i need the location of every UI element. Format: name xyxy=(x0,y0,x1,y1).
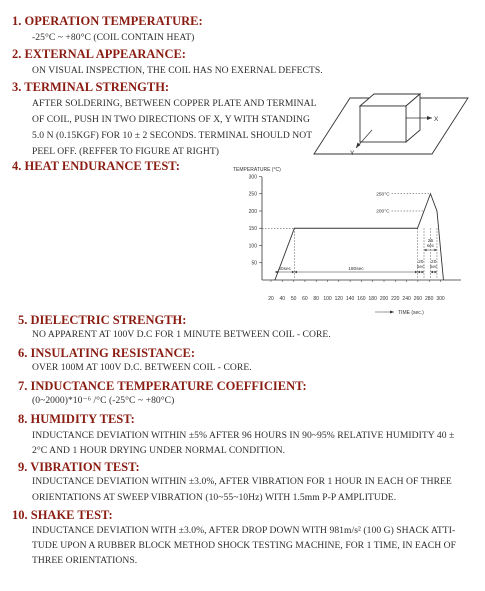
terminal-strength-figure xyxy=(312,86,470,158)
y-axis-title: TEMPERATURE (°C) xyxy=(233,167,281,173)
coil-front-face xyxy=(360,106,406,142)
heading-heat-endurance-test: 4. HEAT ENDURANCE TEST: xyxy=(12,159,180,173)
x-tick-label: 240 xyxy=(402,296,411,302)
x-tick-label: 160 xyxy=(357,296,366,302)
shake-test-line-1: INDUCTANCE DEVIATION WITH ±3.0%, AFTER DROP DOWN WITH 981m/s² (100 G) SHACK ATTI- xyxy=(32,525,456,536)
heading-external-appearance: 2. EXTERNAL APPEARANCE: xyxy=(12,47,186,61)
y-axis-label: Y xyxy=(350,150,355,157)
y-tick-label: 300 xyxy=(248,174,257,181)
y-tick-label: 50 xyxy=(251,260,257,267)
x-tick-label: 50 xyxy=(290,296,297,302)
x-axis-title: TIME (sec.) xyxy=(398,310,424,316)
soak-time-bracket-arrow-right xyxy=(415,271,418,273)
peak-time-unit: sec xyxy=(426,244,435,249)
peak-time-label: 25 xyxy=(427,239,434,244)
terminal-strength-line-3: 5.0 N (0.15KGF) FOR 10 ± 2 SECONDS. TERMINAL SHOULD NOT xyxy=(32,130,313,141)
heading-terminal-strength: 3. TERMINAL STRENGTH: xyxy=(12,80,170,94)
peak-temp-label: 250°C xyxy=(376,192,390,198)
x-tick-label: 220 xyxy=(391,296,400,302)
shake-test-line-3: THREE ORIENTATIONS. xyxy=(32,555,138,566)
heading-insulating-resistance: 6. INSULATING RESISTANCE: xyxy=(18,346,196,360)
vibration-test-line-1: INDUCTANCE DEVIATION WITHIN ±3.0%, AFTER VIBRATION FOR 1 HOUR IN EACH OF THREE xyxy=(32,476,452,487)
x-tick-label: 20 xyxy=(268,296,274,302)
chart-annotations xyxy=(275,191,438,273)
soak-time-label: 180sec xyxy=(348,267,364,272)
humidity-test-line-1: INDUCTANCE DEVIATION WITHIN ±5% AFTER 96 HOURS IN 90~95% RELATIVE HUMIDITY 40 ± xyxy=(32,430,455,441)
soak-time-bracket-arrow-left xyxy=(294,271,297,273)
y-tick-label: 100 xyxy=(248,243,257,250)
shake-test-line-2: TUDE UPON A RUBBER BLOCK METHOD SHOCK TESTING MACHINE, FOR 1 TIME, IN EACH OF xyxy=(32,540,457,551)
ramp-time-bracket-arrow-right xyxy=(292,271,295,273)
plateau-temp-label: 200°C xyxy=(376,209,390,215)
x-tick-label: 140 xyxy=(345,296,355,302)
x-tick-label: 300 xyxy=(436,296,445,302)
y-tick-label: 200 xyxy=(248,208,257,215)
peak-time-bracket-arrow-right xyxy=(434,249,437,251)
dielectric-strength-text: NO APPARENT AT 100V D.C FOR 1 MINUTE BETWEEN COIL - CORE. xyxy=(32,329,331,340)
terminal-strength-line-2: OF COIL, PUSH IN TWO DIRECTIONS OF X, Y WITH STANDING xyxy=(32,114,310,125)
heading-operation-temperature: 1. OPERATION TEMPERATURE: xyxy=(12,14,203,28)
terminal-strength-line-1: AFTER SOLDERING, BETWEEN COPPER PLATE AND TERMINAL xyxy=(32,98,317,109)
external-appearance-text: ON VISUAL INSPECTION, THE COIL HAS NO EXERNAL DEFECTS. xyxy=(32,65,323,76)
left-time-bracket-arrow-right xyxy=(422,271,425,273)
ramp-time-label: 40sec xyxy=(278,267,292,272)
y-ticks xyxy=(249,174,262,266)
x-tick-label: 40 xyxy=(279,296,286,302)
humidity-test-line-2: 2°C AND 1 HOUR DRYING UNDER NORMAL CONDITION. xyxy=(32,445,286,456)
x-arrowhead xyxy=(427,116,432,120)
heading-shake-test: 10. SHAKE TEST: xyxy=(12,508,113,522)
x-tick-label: 60 xyxy=(302,296,308,302)
x-tick-label: 80 xyxy=(313,296,319,302)
left-time-bracket-arrow-left xyxy=(418,271,421,273)
x-axis-label: X xyxy=(434,116,439,123)
operation-temperature-text: -25°C ~ +80°C (COIL CONTAIN HEAT) xyxy=(32,32,195,43)
ramp-time-bracket-arrow-left xyxy=(275,271,278,273)
reflow-profile-chart xyxy=(225,160,470,320)
peak-time-bracket-arrow-left xyxy=(424,249,427,251)
vibration-test-line-2: ORIENTATIONS AT SWEEP VIBRATION (10~55~10Hz) WITH 1.5mm P-P AMPLITUDE. xyxy=(32,492,397,503)
heading-dielectric-strength: 5. DIELECTRIC STRENGTH: xyxy=(18,313,187,327)
heading-humidity-test: 8. HUMIDITY TEST: xyxy=(18,412,135,426)
insulating-resistance-text: OVER 100M AT 100V D.C. BETWEEN COIL - CORE. xyxy=(32,362,252,373)
x-ticks xyxy=(268,280,445,302)
left-time-unit: sec xyxy=(417,265,425,270)
heading-vibration-test: 9. VIBRATION TEST: xyxy=(18,460,140,474)
x-tick-label: 260 xyxy=(413,296,423,302)
x-tick-label: 100 xyxy=(323,296,332,302)
x-tick-label: 200 xyxy=(379,296,389,302)
y-tick-label: 250 xyxy=(248,191,257,198)
right-time-label: 20 xyxy=(431,260,437,265)
right-time-bracket-arrow-right xyxy=(434,271,437,273)
right-time-unit: sec xyxy=(429,265,438,270)
x-tick-label: 120 xyxy=(334,296,343,302)
heading-inductance-temperature-coefficient: 7. INDUCTANCE TEMPERATURE COEFFICIENT: xyxy=(18,379,307,393)
x-axis-title-arrowhead xyxy=(390,311,394,314)
x-tick-label: 180 xyxy=(368,296,377,302)
terminal-strength-line-4: PEEL OFF. (REFFER TO FIGURE AT RIGHT) xyxy=(32,146,220,157)
left-time-label: 20 xyxy=(418,260,424,265)
inductance-temperature-coefficient-text: (0~2000)*10⁻⁶ /°C (-25°C ~ +80°C) xyxy=(32,395,175,406)
right-time-bracket-arrow-left xyxy=(430,271,433,273)
y-tick-label: 150 xyxy=(248,226,257,233)
x-tick-label: 280 xyxy=(425,296,434,302)
